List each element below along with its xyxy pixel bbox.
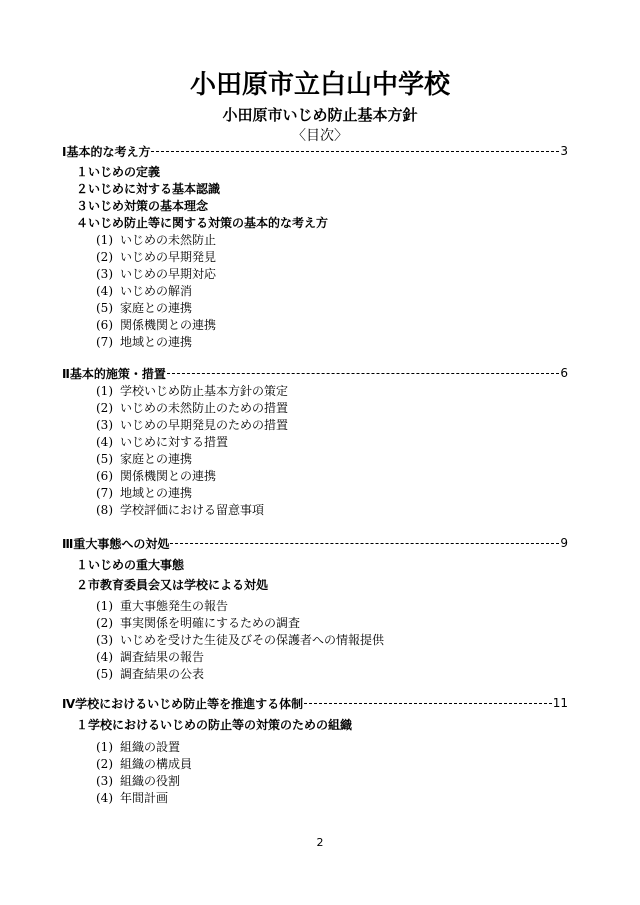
- item-text: 重大事態発生の報告: [120, 599, 229, 613]
- item-text: いじめを受けた生徒及びその保護者への情報提供: [120, 633, 385, 647]
- toc-item[interactable]: [96, 501, 264, 518]
- toc-section-2[interactable]: [62, 365, 568, 381]
- item-number: (7): [96, 335, 113, 349]
- toc-item[interactable]: [96, 772, 180, 789]
- section-title: Ⅰ基本的な考え方: [62, 144, 151, 159]
- section-page: 3: [560, 144, 568, 158]
- item-number: (6): [96, 318, 113, 332]
- document-title: 小田原市立白山中学校: [189, 70, 450, 100]
- item-number: (3): [96, 633, 113, 647]
- item-number: (7): [96, 486, 113, 500]
- item-text: 組織の構成員: [120, 757, 193, 771]
- item-number: (2): [96, 757, 113, 771]
- section-page: 6: [560, 366, 568, 380]
- toc-item[interactable]: [96, 648, 204, 665]
- toc-item[interactable]: [96, 789, 168, 806]
- item-text: 調査結果の報告: [120, 650, 205, 664]
- toc-item[interactable]: [96, 231, 216, 248]
- item-number: (3): [96, 418, 113, 432]
- item-text: 組織の設置: [120, 740, 181, 754]
- toc-item[interactable]: [96, 467, 216, 484]
- toc-subsection[interactable]: ４いじめ防止等に関する対策の基本的な考え方: [76, 216, 329, 230]
- toc-item[interactable]: [96, 282, 192, 299]
- document-subtitle: 小田原市いじめ防止基本方針: [222, 106, 418, 124]
- item-number: (4): [96, 791, 113, 805]
- item-text: いじめの未然防止のための措置: [120, 401, 289, 415]
- dotted-leader: [170, 543, 559, 544]
- item-text: 事実関係を明確にするための調査: [120, 616, 301, 630]
- toc-section-1[interactable]: [62, 143, 568, 159]
- toc-item[interactable]: [96, 614, 300, 631]
- item-text: 地域との連携: [120, 486, 193, 500]
- item-text: いじめに対する措置: [120, 435, 229, 449]
- item-text: 学校評価における留意事項: [120, 503, 265, 517]
- item-number: (1): [96, 384, 113, 398]
- item-number: (4): [96, 435, 113, 449]
- toc-item[interactable]: [96, 597, 228, 614]
- item-number: (4): [96, 284, 113, 298]
- toc-item[interactable]: [96, 738, 180, 755]
- item-text: 年間計画: [120, 791, 169, 805]
- toc-item[interactable]: [96, 416, 288, 433]
- toc-item[interactable]: [96, 382, 288, 399]
- dotted-leader: [167, 373, 559, 374]
- toc-item[interactable]: [96, 450, 192, 467]
- toc-item[interactable]: [96, 248, 216, 265]
- toc-section-3[interactable]: [62, 535, 568, 551]
- toc-item[interactable]: [96, 316, 216, 333]
- item-number: (6): [96, 469, 113, 483]
- toc-heading: 〈目次〉: [292, 128, 348, 144]
- toc-item[interactable]: [96, 631, 384, 648]
- toc-item[interactable]: [96, 333, 192, 350]
- page-number: 2: [316, 836, 324, 849]
- section-page: 11: [552, 696, 568, 710]
- item-number: (2): [96, 616, 113, 630]
- toc-item[interactable]: [96, 299, 192, 316]
- toc-item[interactable]: [96, 265, 216, 282]
- item-text: 調査結果の公表: [120, 667, 205, 681]
- toc-subsection[interactable]: ２市教育委員会又は学校による対処: [76, 578, 269, 592]
- section-title: Ⅳ学校におけるいじめ防止等を推進する体制: [62, 696, 304, 711]
- item-number: (3): [96, 774, 113, 788]
- item-text: 地域との連携: [120, 335, 193, 349]
- dotted-leader: [151, 151, 559, 152]
- item-text: 組織の役割: [120, 774, 181, 788]
- item-number: (5): [96, 301, 113, 315]
- item-number: (4): [96, 650, 113, 664]
- item-text: 家庭との連携: [120, 452, 193, 466]
- toc-subsection[interactable]: １学校におけるいじめの防止等の対策のための組織: [76, 718, 353, 732]
- item-text: 関係機関との連携: [120, 469, 217, 483]
- toc-section-4[interactable]: [62, 695, 568, 711]
- item-number: (3): [96, 267, 113, 281]
- toc-subsection[interactable]: １いじめの重大事態: [76, 558, 185, 572]
- item-text: いじめの早期発見: [120, 250, 217, 264]
- toc-subsection[interactable]: ３いじめ対策の基本理念: [76, 199, 209, 213]
- toc-subsection[interactable]: ２いじめに対する基本認識: [76, 182, 221, 196]
- toc-item[interactable]: [96, 399, 288, 416]
- item-text: 家庭との連携: [120, 301, 193, 315]
- item-text: 関係機関との連携: [120, 318, 217, 332]
- toc-item[interactable]: [96, 755, 192, 772]
- dotted-leader: [304, 703, 552, 704]
- item-number: (1): [96, 599, 113, 613]
- section-title: Ⅲ重大事態への対処: [62, 536, 170, 551]
- section-title: Ⅱ基本的施策・措置: [62, 366, 166, 381]
- toc-item[interactable]: [96, 484, 192, 501]
- item-text: いじめの早期対応: [120, 267, 217, 281]
- item-text: 学校いじめ防止基本方針の策定: [120, 384, 289, 398]
- item-number: (1): [96, 740, 113, 754]
- item-number: (1): [96, 233, 113, 247]
- toc-subsection[interactable]: １いじめの定義: [76, 165, 161, 179]
- item-number: (5): [96, 667, 113, 681]
- item-text: いじめの未然防止: [120, 233, 217, 247]
- item-number: (2): [96, 401, 113, 415]
- item-number: (5): [96, 452, 113, 466]
- item-number: (8): [96, 503, 113, 517]
- item-number: (2): [96, 250, 113, 264]
- toc-item[interactable]: [96, 433, 228, 450]
- item-text: いじめの早期発見のための措置: [120, 418, 289, 432]
- toc-item[interactable]: [96, 665, 204, 682]
- item-text: いじめの解消: [120, 284, 193, 298]
- section-page: 9: [560, 536, 568, 550]
